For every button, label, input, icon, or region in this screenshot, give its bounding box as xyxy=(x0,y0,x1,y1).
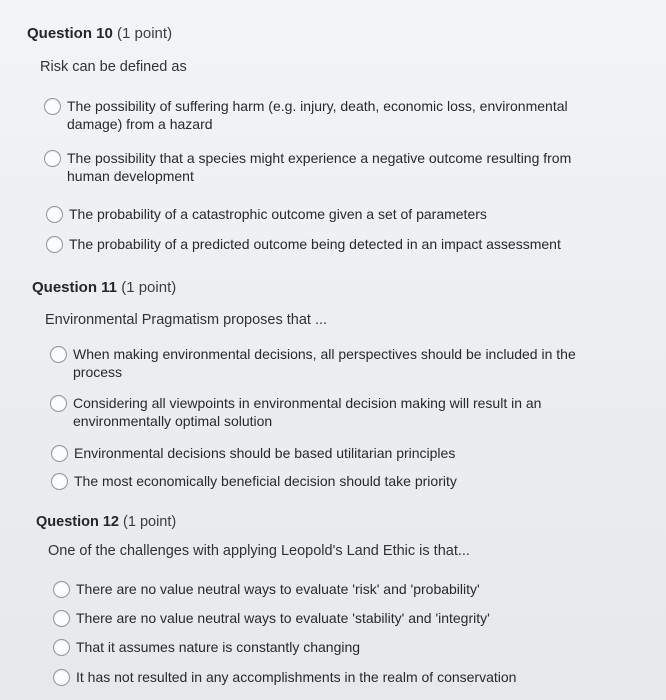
question-11-title xyxy=(32,279,176,296)
option-label: There are no value neutral ways to evaluate 'stability' and 'integrity' xyxy=(76,610,490,626)
radio-button[interactable] xyxy=(44,150,61,167)
question-11-prompt: Environmental Pragmatism proposes that ... xyxy=(45,312,328,328)
question-11-option-1[interactable] xyxy=(50,345,610,381)
question-12-number: Question 12 xyxy=(36,514,119,530)
question-10-option-4[interactable] xyxy=(46,235,656,253)
question-11-number: Question 11 xyxy=(32,279,118,296)
question-10-title xyxy=(27,25,172,42)
question-10-prompt: Risk can be defined as xyxy=(40,59,187,75)
radio-button[interactable] xyxy=(51,473,68,490)
option-label: Environmental decisions should be based utilitarian principles xyxy=(74,445,456,461)
question-10-number: Question 10 xyxy=(27,25,113,42)
radio-button[interactable] xyxy=(46,206,63,223)
radio-button[interactable] xyxy=(53,610,70,627)
question-12-prompt: One of the challenges with applying Leopold's Land Ethic is that... xyxy=(48,543,470,559)
question-10-points: (1 point) xyxy=(117,25,173,42)
question-10-option-1[interactable] xyxy=(44,97,624,133)
radio-button[interactable] xyxy=(53,669,70,686)
option-label: The possibility that a species might experience a negative outcome resulting from human development xyxy=(67,150,572,184)
question-11-points: (1 point) xyxy=(121,279,177,296)
option-label: It has not resulted in any accomplishments in the realm of conservation xyxy=(76,669,517,685)
question-12-points: (1 point) xyxy=(123,514,177,530)
option-label: That it assumes nature is constantly changing xyxy=(76,639,361,655)
question-11-option-3[interactable] xyxy=(51,444,631,462)
question-12-title xyxy=(36,514,176,530)
option-label: The most economically beneficial decision should take priority xyxy=(74,473,457,489)
option-label: The probability of a catastrophic outcome given a set of parameters xyxy=(69,206,487,222)
radio-button[interactable] xyxy=(50,395,67,412)
question-11-option-2[interactable] xyxy=(50,394,610,430)
question-12-option-1[interactable] xyxy=(53,580,633,598)
radio-button[interactable] xyxy=(53,581,70,598)
option-label: There are no value neutral ways to evaluate 'risk' and 'probability' xyxy=(76,581,480,597)
option-label: The possibility of suffering harm (e.g. injury, death, economic loss, environmental damage) from a hazard xyxy=(67,98,568,132)
radio-button[interactable] xyxy=(50,346,67,363)
question-10-option-2[interactable] xyxy=(44,149,604,185)
question-12-option-3[interactable] xyxy=(53,638,633,656)
question-11-option-4[interactable] xyxy=(51,472,631,490)
option-label: The probability of a predicted outcome being detected in an impact assessment xyxy=(69,236,561,252)
radio-button[interactable] xyxy=(53,639,70,656)
radio-button[interactable] xyxy=(44,98,61,115)
question-12-option-2[interactable] xyxy=(53,609,633,627)
radio-button[interactable] xyxy=(46,236,63,253)
option-label: When making environmental decisions, all perspectives should be included in the process xyxy=(73,346,576,380)
question-10-option-3[interactable] xyxy=(46,205,646,223)
question-12-option-4[interactable] xyxy=(53,668,643,686)
option-label: Considering all viewpoints in environmental decision making will result in an environmentally optimal solution xyxy=(73,395,542,429)
radio-button[interactable] xyxy=(51,445,68,462)
